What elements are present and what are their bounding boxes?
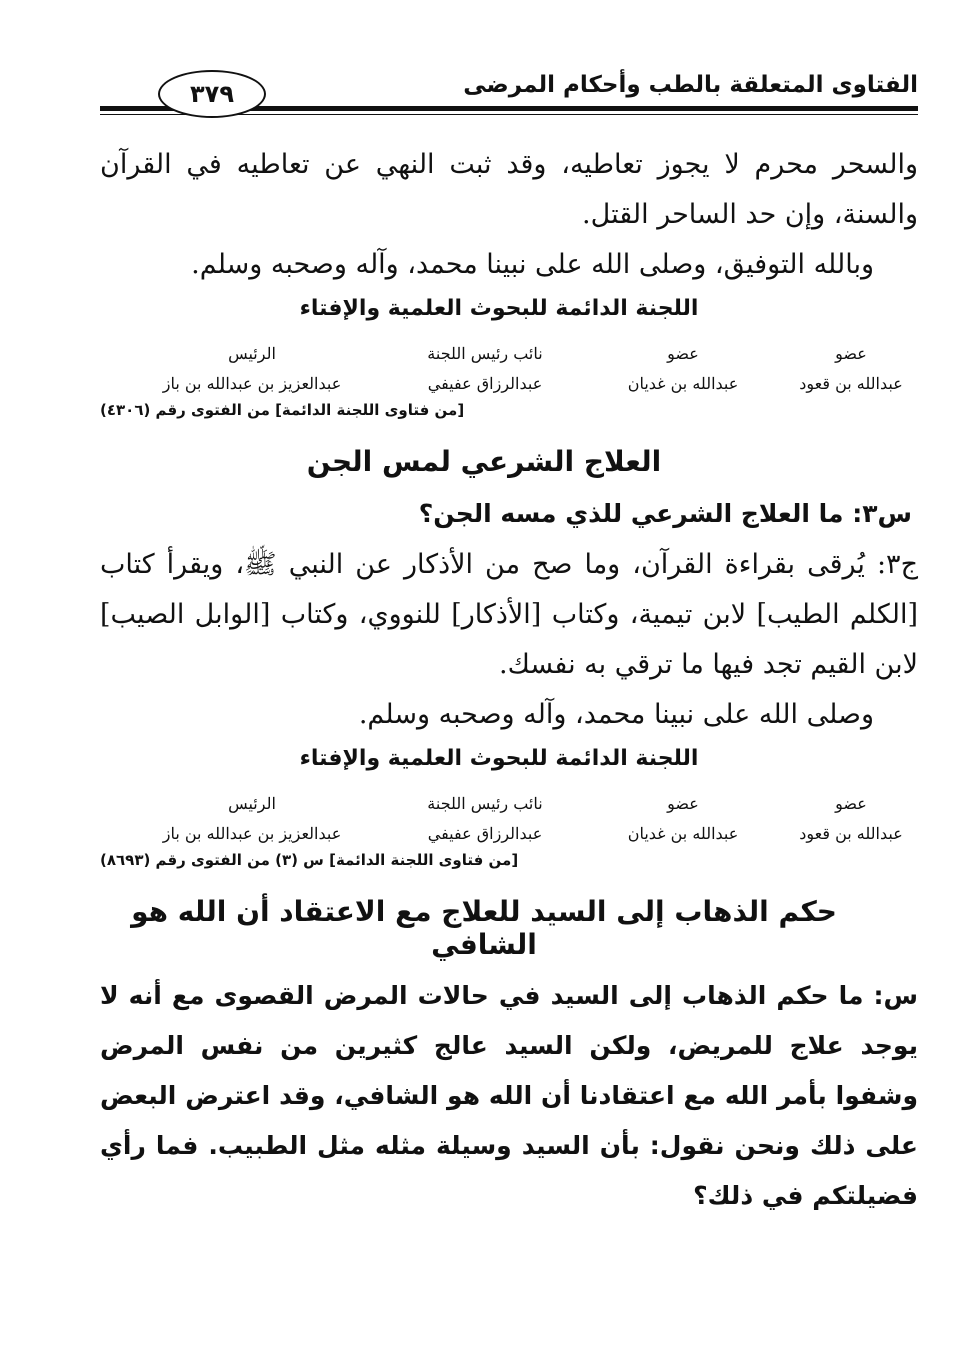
- section-title: العلاج الشرعي لمس الجن: [306, 445, 662, 478]
- signatory: [132, 789, 372, 849]
- signatory-role: عضو: [835, 794, 867, 813]
- page-header: [100, 50, 918, 116]
- signatory-name: عبدالله بن قعود: [799, 824, 903, 843]
- committee-name: اللجنة الدائمة للبحوث العلمية والإفتاء: [299, 296, 699, 321]
- question: س٣: ما العلاج الشرعي للذي مسه الجن؟: [418, 499, 912, 528]
- fatwa-source: [من فتاوى اللجنة الدائمة] س (٣) من الفتوى رقم (٨٦٩٣): [100, 851, 519, 869]
- signatory: [598, 789, 768, 849]
- signatory-role: نائب رئيس اللجنة: [427, 344, 543, 363]
- question: س: ما حكم الذهاب إلى السيد في حالات المرض القصوى مع أنه لا يوجد علاج للمريض، ولكن السيد عالج كثيرين من نفس المرض وشفوا بأمر الله مع اعتقادنا أن الله هو الشافي، وقد اعترض البعض على ذلك ونحن نقول: بأن السيد وسيلة مثله مثل الطبيب. فما رأي فضيلتكم في ذلك؟: [100, 981, 918, 1210]
- paragraph: والسحر محرم لا يجوز تعاطيه، وقد ثبت النهي عن تعاطيه في القرآن والسنة، وإن حد الساحر القتل.: [100, 149, 918, 230]
- signatory-name: عبدالعزيز بن عبدالله بن باز: [162, 824, 342, 843]
- running-title: الفتاوى المتعلقة بالطب وأحكام المرضى: [463, 72, 918, 98]
- signatory-role: نائب رئيس اللجنة: [427, 794, 543, 813]
- signatory-name: عبدالله بن غديان: [627, 824, 739, 843]
- signatory-name: عبدالله بن قعود: [799, 374, 903, 393]
- signatory-name: عبدالرزاق عفيفي: [427, 374, 543, 393]
- closing-paragraph: وبالله التوفيق، وصلى الله على نبينا محمد، وآله وصحبه وسلم.: [191, 249, 874, 280]
- signatory: [132, 339, 372, 399]
- signatory: [390, 789, 580, 849]
- signatory-role: عضو: [667, 344, 699, 363]
- closing-paragraph: وصلى الله على نبينا محمد، وآله وصحبه وسلم.: [358, 699, 874, 730]
- signatory-name: عبدالعزيز بن عبدالله بن باز: [162, 374, 342, 393]
- signatory-role: عضو: [835, 344, 867, 363]
- page-body: [100, 140, 918, 1221]
- committee-name: اللجنة الدائمة للبحوث العلمية والإفتاء: [299, 746, 699, 771]
- signatory-name: عبدالله بن غديان: [627, 374, 739, 393]
- signatory-name: عبدالرزاق عفيفي: [427, 824, 543, 843]
- signatories: [100, 339, 918, 399]
- signatories: [100, 789, 918, 849]
- answer: ج٣: يُرقى بقراءة القرآن، وما صح من الأذكار عن النبي ﷺ، ويقرأ كتاب [الكلم الطيب] لابن تيمية، وكتاب [الأذكار] للنووي، وكتاب [الوابل الصيب] لابن القيم تجد فيها ما ترقي به نفسك.: [100, 549, 918, 680]
- signatory: [786, 789, 916, 849]
- signatory: [786, 339, 916, 399]
- signatory-role: عضو: [667, 794, 699, 813]
- fatwa-source: [من فتاوى اللجنة الدائمة] من الفتوى رقم (٤٣٠٦): [100, 401, 465, 419]
- signatory: [598, 339, 768, 399]
- signatory-role: الرئيس: [228, 344, 276, 363]
- section-title: حكم الذهاب إلى السيد للعلاج مع الاعتقاد أن الله هو الشافي: [131, 895, 837, 961]
- signatory-role: الرئيس: [228, 794, 276, 813]
- signatory: [390, 339, 580, 399]
- page-number: ٣٧٩: [158, 70, 266, 118]
